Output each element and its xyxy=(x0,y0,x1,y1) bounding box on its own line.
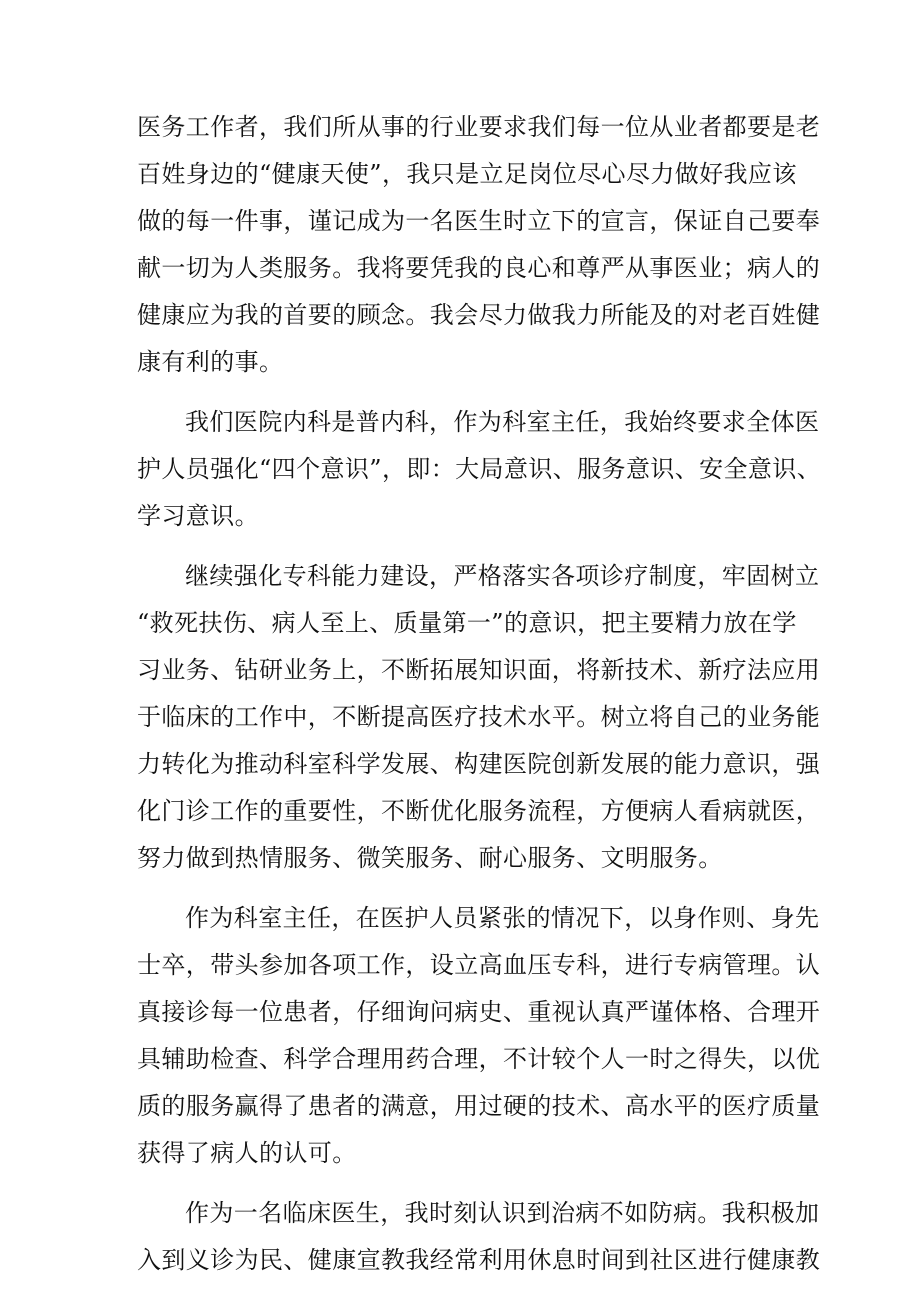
text-line: 入到义诊为民、健康宣教我经常利用休息时间到社区进行健康教 xyxy=(137,1246,821,1274)
paragraph-3 xyxy=(137,553,821,882)
paragraph-1 xyxy=(137,104,821,386)
text-line: 真接诊每一位患者，仔细询问病史、重视认真严谨体格、合理开 xyxy=(137,998,821,1026)
text-line: 护人员强化“四个意识”，即：大局意识、服务意识、安全意识、 xyxy=(137,455,822,483)
text-line: 作为科室主任，在医护人员紧张的情况下，以身作则、身先 xyxy=(185,904,820,932)
paragraph-4 xyxy=(137,895,821,1177)
text-line: 于临床的工作中，不断提高医疗技术水平。树立将自己的业务能 xyxy=(137,703,821,731)
text-line: 献一切为人类服务。我将要凭我的良心和尊严从事医业；病人的 xyxy=(137,254,821,282)
text-line: “救死扶伤、病人至上、质量第一”的意识，把主要精力放在学 xyxy=(137,609,797,637)
text-line: 健康应为我的首要的顾念。我会尽力做我力所能及的对老百姓健 xyxy=(137,301,821,329)
paragraph-5 xyxy=(137,1190,821,1284)
text-line: 力转化为推动科室科学发展、构建医院创新发展的能力意识，强 xyxy=(137,750,821,778)
document-body xyxy=(137,104,822,1284)
paragraph-2 xyxy=(137,399,822,540)
text-line: 努力做到热情服务、微笑服务、耐心服务、文明服务。 xyxy=(137,844,723,872)
text-line: 质的服务赢得了患者的满意，用过硬的技术、高水平的医疗质量 xyxy=(137,1092,821,1120)
text-line: 百姓身边的“健康天使”，我只是立足岗位尽心尽力做好我应该 xyxy=(137,160,797,188)
text-line: 具辅助检查、科学合理用药合理，不计较个人一时之得失，以优 xyxy=(137,1045,821,1073)
text-line: 学习意识。 xyxy=(137,502,259,530)
text-line: 获得了病人的认可。 xyxy=(137,1139,357,1167)
text-line: 做的每一件事，谨记成为一名医生时立下的宣言，保证自己要奉 xyxy=(137,207,821,235)
text-line: 习业务、钻研业务上，不断拓展知识面，将新技术、新疗法应用 xyxy=(137,656,821,684)
text-line: 作为一名临床医生，我时刻认识到治病不如防病。我积极加 xyxy=(185,1199,820,1227)
text-line: 士卒，带头参加各项工作，设立高血压专科，进行专病管理。认 xyxy=(137,951,821,979)
text-line: 医务工作者，我们所从事的行业要求我们每一位从业者都要是老 xyxy=(137,113,821,141)
text-line: 化门诊工作的重要性，不断优化服务流程，方便病人看病就医， xyxy=(137,797,821,825)
text-line: 我们医院内科是普内科，作为科室主任，我始终要求全体医 xyxy=(185,408,820,436)
text-line: 康有利的事。 xyxy=(137,348,284,376)
text-line: 继续强化专科能力建设，严格落实各项诊疗制度，牢固树立 xyxy=(185,562,820,590)
